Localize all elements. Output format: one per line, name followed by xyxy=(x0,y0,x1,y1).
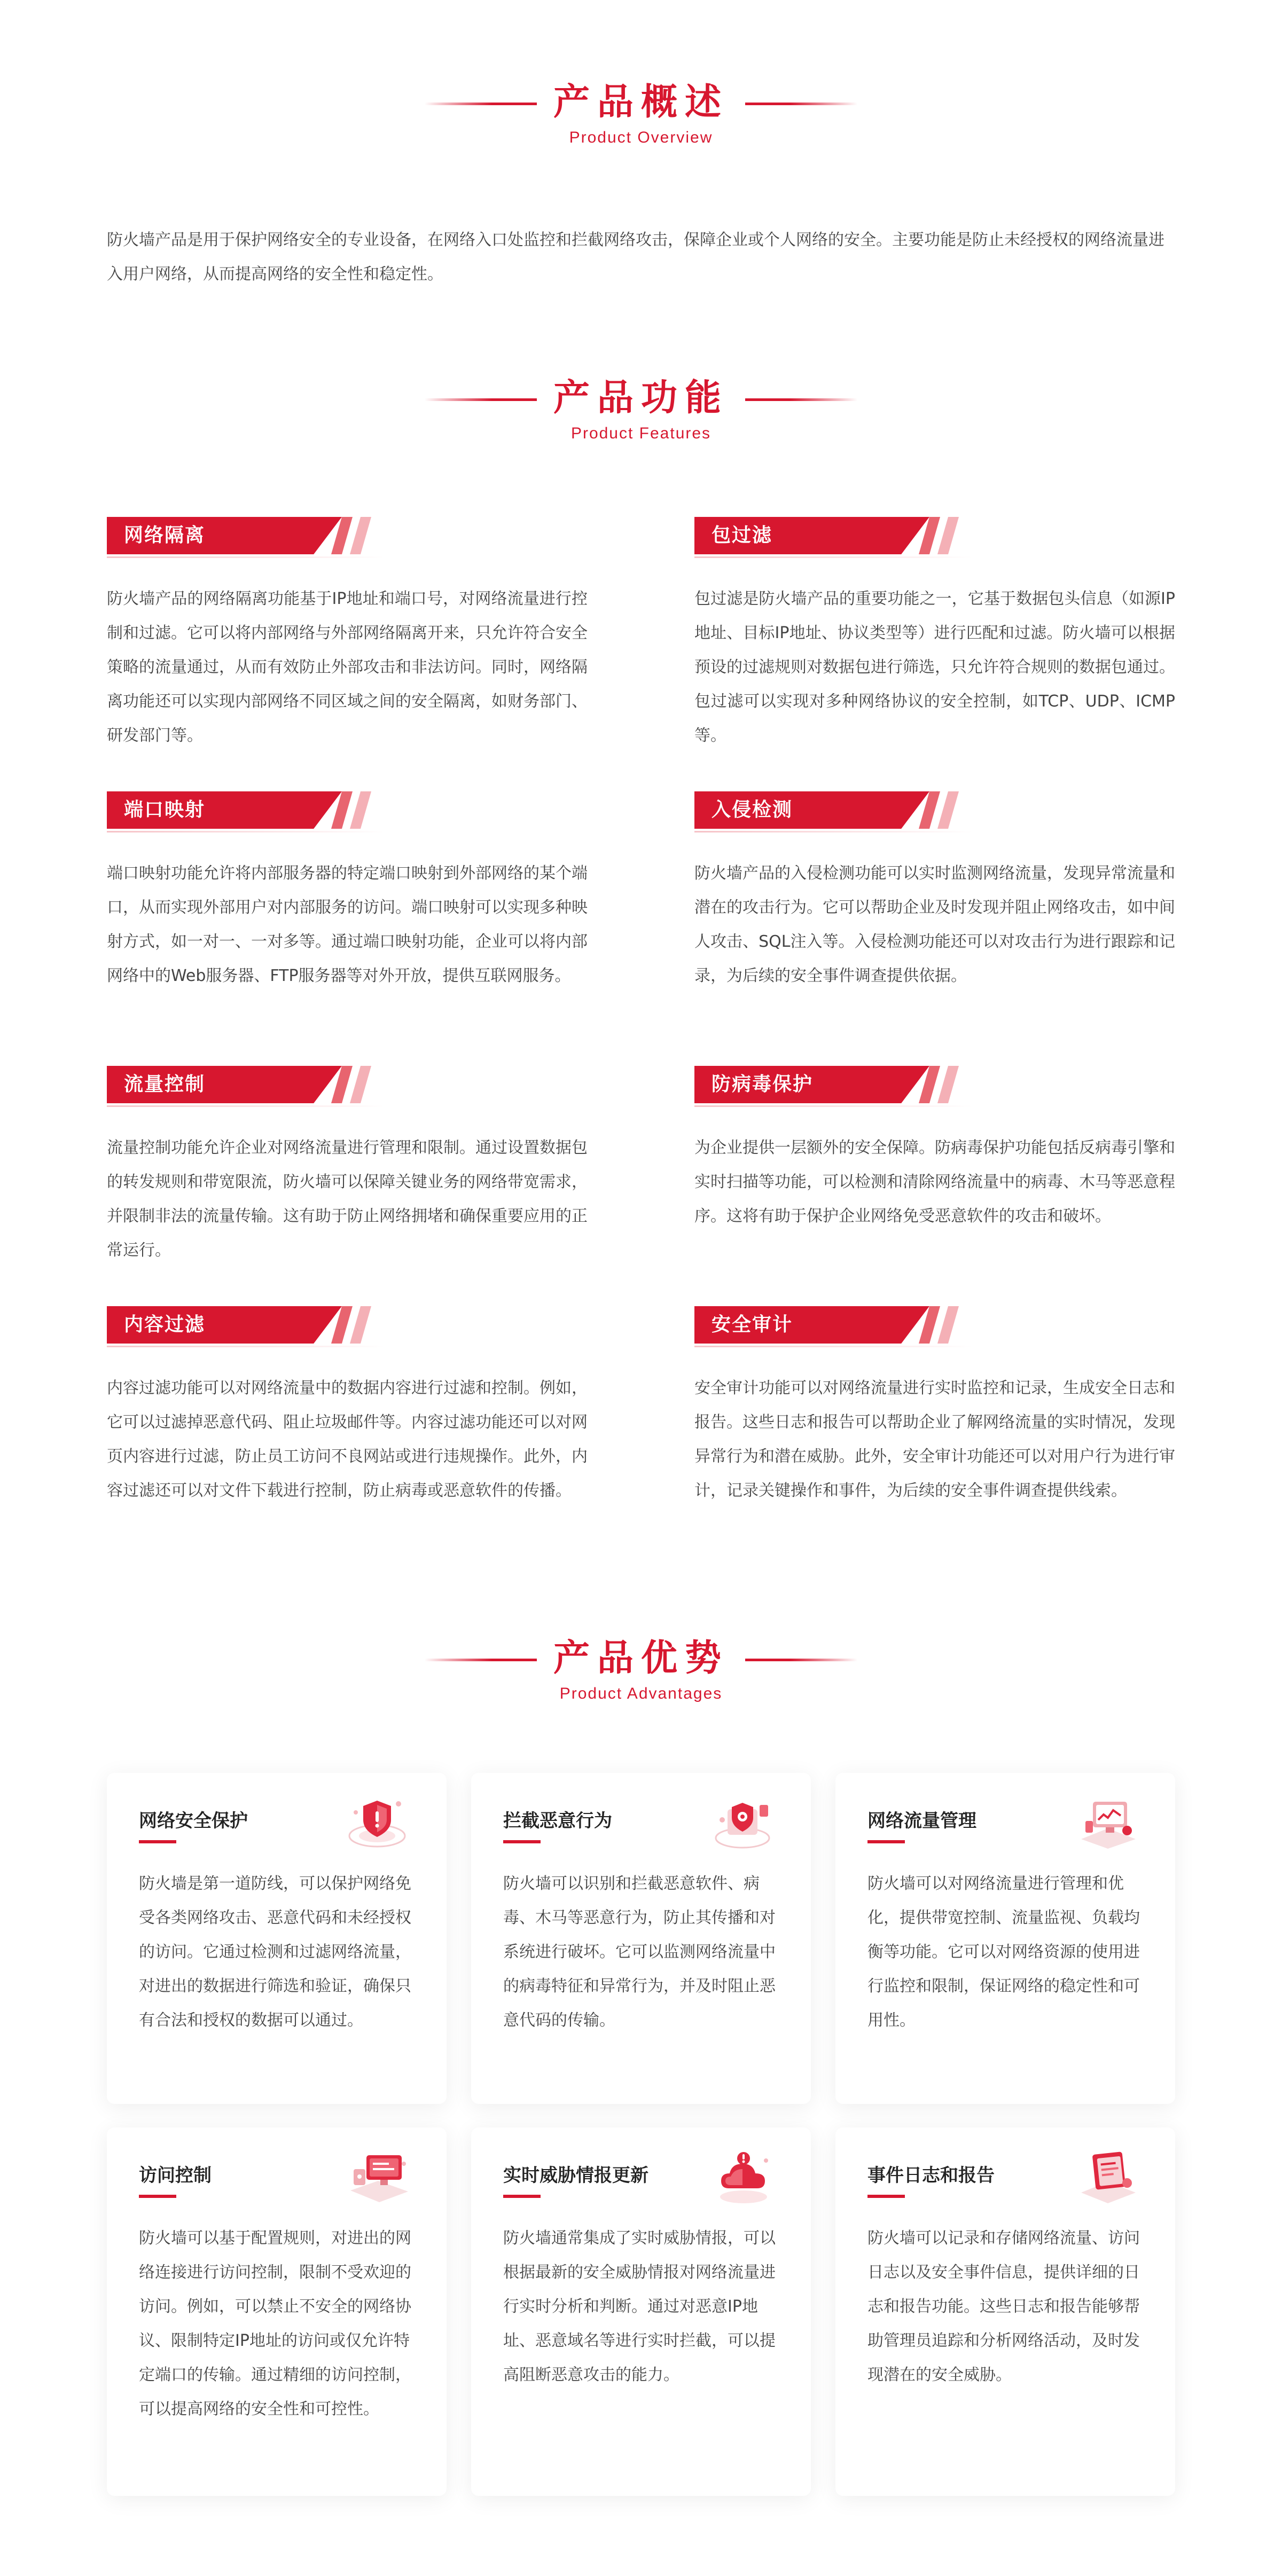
advantage-card xyxy=(107,2127,447,2496)
feature-label: 安全审计 xyxy=(712,1314,793,1336)
feature-port-mapping xyxy=(107,791,588,993)
card-title-bar xyxy=(139,2195,176,2198)
card-title: 实时威胁情报更新 xyxy=(503,2165,648,2186)
feature-tag xyxy=(107,517,385,554)
card-title-bar xyxy=(139,1840,176,1843)
feature-desc: 防火墙产品的入侵检测功能可以实时监测网络流量，发现异常流量和潜在的攻击行为。它可以帮助企业及时发现并阻止网络攻击，如中间人攻击、SQL注入等。入侵检测功能还可以对攻击行为进行跟踪和记录，为后续的安全事件调查提供依据。 xyxy=(694,864,1175,985)
title-line-left xyxy=(425,103,537,105)
advantages-subtitle: Product Advantages xyxy=(559,1685,723,1702)
feature-tag xyxy=(694,517,972,554)
card-title: 网络流量管理 xyxy=(867,1810,976,1832)
title-line-right xyxy=(745,1659,857,1661)
feature-desc: 流量控制功能允许企业对网络流量进行管理和限制。通过设置数据包的转发规则和带宽限流，防火墙可以保障关键业务的网络带宽需求，并限制非法的流量传输。这有助于防止网络拥堵和确保重要应用的正常运行。 xyxy=(107,1138,588,1260)
overview-subtitle: Product Overview xyxy=(569,129,713,146)
feature-label: 包过滤 xyxy=(712,524,773,546)
title-line-left xyxy=(425,1659,537,1661)
feature-label: 内容过滤 xyxy=(124,1314,206,1336)
advantages-header xyxy=(0,1637,1282,1705)
feature-intrusion-detection xyxy=(694,791,1175,993)
feature-packet-filter xyxy=(694,517,1175,753)
title-line-right xyxy=(745,398,857,401)
feature-label: 入侵检测 xyxy=(712,799,793,821)
card-desc: 防火墙可以识别和拦截恶意软件、病毒、木马等恶意行为，防止其传播和对系统进行破坏。它可以监测网络流量中的病毒特征和异常行为，并及时阻止恶意代码的传输。 xyxy=(503,1874,776,2030)
feature-label: 流量控制 xyxy=(124,1073,206,1095)
advantage-card xyxy=(835,1773,1175,2104)
card-desc: 防火墙可以记录和存储网络流量、访问日志以及安全事件信息，提供详细的日志和报告功能。这些日志和报告能够帮助管理员追踪和分析网络活动，及时发现潜在的安全威胁。 xyxy=(867,2229,1140,2384)
feature-tag xyxy=(107,1066,385,1103)
cloud-alert-icon xyxy=(709,2148,779,2206)
feature-antivirus xyxy=(694,1066,1175,1234)
feature-desc: 内容过滤功能可以对网络流量中的数据内容进行过滤和控制。例如，它可以过滤掉恶意代码、阻止垃圾邮件等。内容过滤功能还可以对网页内容进行过滤，防止员工访问不良网站或进行违规操作。此外，内容过滤还可以对文件下载进行控制，防止病毒或恶意软件的传播。 xyxy=(107,1379,588,1500)
feature-desc: 安全审计功能可以对网络流量进行实时监控和记录，生成安全日志和报告。这些日志和报告可以帮助企业了解网络流量的实时情况，发现异常行为和潜在威胁。此外，安全审计功能还可以对用户行为进行审计，记录关键操作和事件，为后续的安全事件调查提供线索。 xyxy=(694,1379,1175,1500)
card-desc: 防火墙通常集成了实时威胁情报，可以根据最新的安全威胁情报对网络流量进行实时分析和判断。通过对恶意IP地址、恶意域名等进行实时拦截，可以提高阻断恶意攻击的能力。 xyxy=(503,2229,776,2384)
advantage-card xyxy=(471,2127,811,2496)
feature-tag xyxy=(694,791,972,829)
card-title-bar xyxy=(503,1840,541,1843)
feature-label: 端口映射 xyxy=(124,799,206,821)
feature-tag xyxy=(694,1306,972,1344)
feature-tag xyxy=(694,1066,972,1103)
advantage-card xyxy=(471,1773,811,2104)
overview-header xyxy=(0,81,1282,148)
features-subtitle: Product Features xyxy=(570,425,712,442)
feature-security-audit xyxy=(694,1306,1175,1508)
feature-desc: 包过滤是防火墙产品的重要功能之一，它基于数据包头信息（如源IP地址、目标IP地址、协议类型等）进行匹配和过滤。防火墙可以根据预设的过滤规则对数据包进行筛选，只允许符合规则的数据包通过。包过滤可以实现对多种网络协议的安全控制，如TCP、UDP、ICMP等。 xyxy=(694,590,1175,745)
card-title: 网络安全保护 xyxy=(139,1810,248,1832)
card-title: 拦截恶意行为 xyxy=(503,1810,612,1832)
card-desc: 防火墙可以对网络流量进行管理和优化，提供带宽控制、流量监视、负载均衡等功能。它可以对网络资源的使用进行监控和限制，保证网络的稳定性和可用性。 xyxy=(867,1874,1140,2030)
feature-desc: 防火墙产品的网络隔离功能基于IP地址和端口号，对网络流量进行控制和过滤。它可以将内部网络与外部网络隔离开来，只允许符合安全策略的流量通过，从而有效防止外部攻击和非法访问。同时，网络隔离功能还可以实现内部网络不同区域之间的安全隔离，如财务部门、研发部门等。 xyxy=(107,590,588,745)
monitor-traffic-icon xyxy=(1074,1793,1143,1852)
feature-content-filter xyxy=(107,1306,588,1508)
shield-alert-icon xyxy=(345,1793,415,1852)
feature-desc: 为企业提供一层额外的安全保障。防病毒保护功能包括反病毒引擎和实时扫描等功能，可以检测和清除网络流量中的病毒、木马等恶意程序。这将有助于保护企业网络免受恶意软件的攻击和破坏。 xyxy=(694,1138,1175,1226)
feature-desc: 端口映射功能允许将内部服务器的特定端口映射到外部网络的某个端口，从而实现外部用户对内部服务的访问。端口映射可以实现多种映射方式，如一对一、一对多等。通过端口映射功能，企业可以将内部网络中的Web服务器、FTP服务器等对外开放，提供互联网服务。 xyxy=(107,864,588,985)
title-line-left xyxy=(425,398,537,401)
title-line-right xyxy=(745,103,857,105)
advantages-title: 产品优势 xyxy=(553,1637,729,1679)
bug-shield-icon xyxy=(709,1793,779,1852)
features-title: 产品功能 xyxy=(553,377,729,419)
feature-tag xyxy=(107,1306,385,1344)
feature-label: 防病毒保护 xyxy=(712,1073,814,1095)
feature-tag xyxy=(107,791,385,829)
feature-traffic-control xyxy=(107,1066,588,1268)
card-desc: 防火墙可以基于配置规则，对进出的网络连接进行访问控制，限制不受欢迎的访问。例如，可以禁止不安全的网络协议、限制特定IP地址的访问或仅允许特定端口的传输。通过精细的访问控制，可以提高网络的安全性和可控性。 xyxy=(139,2229,411,2418)
card-title-bar xyxy=(867,1840,905,1843)
overview-text: 防火墙产品是用于保护网络安全的专业设备，在网络入口处监控和拦截网络攻击，保障企业或个人网络的安全。主要功能是防止未经授权的网络流量进入用户网络，从而提高网络的安全性和稳定性。 xyxy=(107,231,1164,284)
card-title-bar xyxy=(503,2195,541,2198)
computer-lock-icon xyxy=(345,2148,415,2206)
document-report-icon xyxy=(1074,2148,1143,2206)
card-title: 访问控制 xyxy=(139,2165,212,2186)
advantage-card xyxy=(107,1773,447,2104)
overview-title: 产品概述 xyxy=(553,81,729,123)
features-header xyxy=(0,377,1282,444)
card-title-bar xyxy=(867,2195,905,2198)
card-title: 事件日志和报告 xyxy=(867,2165,995,2186)
card-desc: 防火墙是第一道防线，可以保护网络免受各类网络攻击、恶意代码和未经授权的访问。它通过检测和过滤网络流量，对进出的数据进行筛选和验证，确保只有合法和授权的数据可以通过。 xyxy=(139,1874,411,2030)
advantage-card xyxy=(835,2127,1175,2496)
feature-network-isolation xyxy=(107,517,588,753)
feature-label: 网络隔离 xyxy=(124,524,206,546)
